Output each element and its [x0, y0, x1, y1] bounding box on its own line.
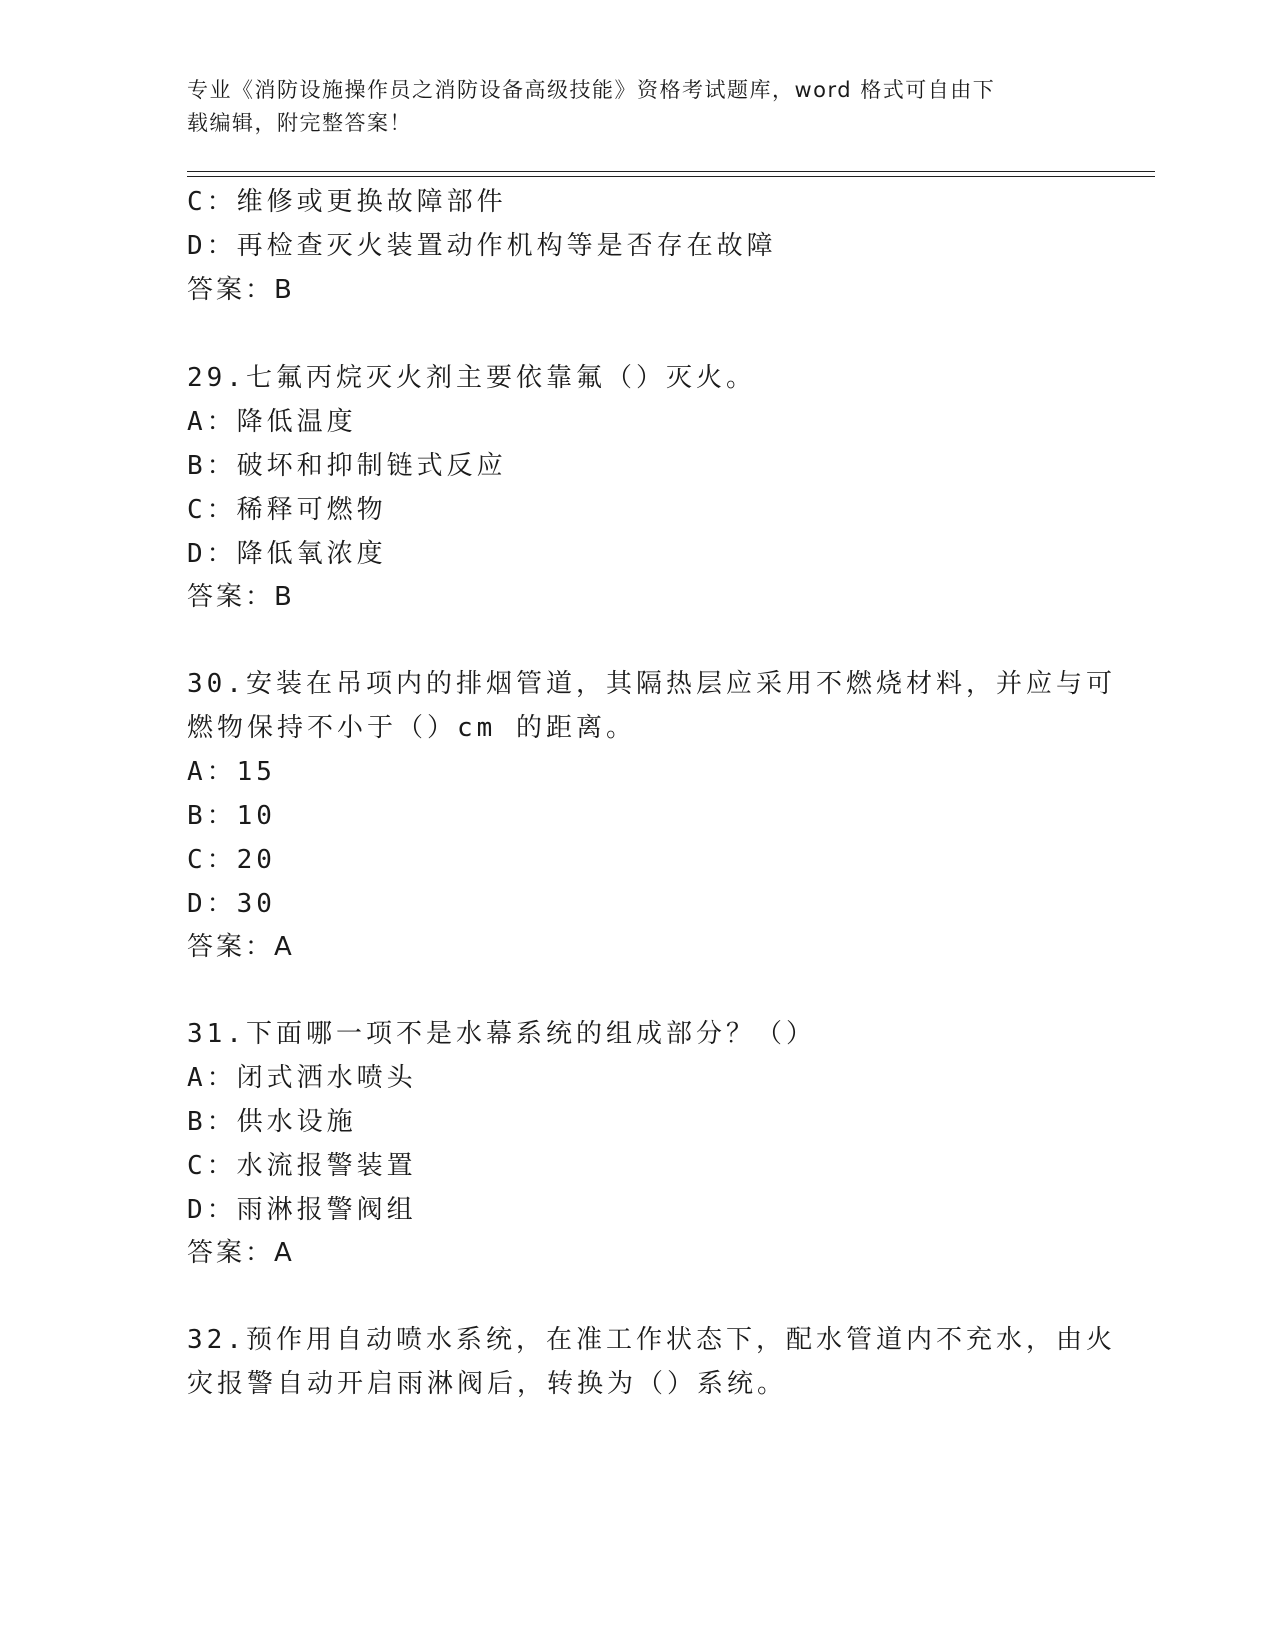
question-29-option-d: D：降低氧浓度: [187, 539, 387, 569]
question-31-stem: 31.下面哪一项不是水幕系统的组成部分？（）: [187, 1019, 816, 1049]
header-rule-bottom: [187, 176, 1155, 177]
question-30-option-b: B：10: [187, 801, 276, 831]
header-rule-top: [187, 171, 1155, 172]
question-29-answer: 答案：B: [187, 582, 295, 612]
question-30-option-d: D：30: [187, 889, 276, 919]
question-31-option-b: B：供水设施: [187, 1107, 357, 1137]
header-line-2: 载编辑，附完整答案！: [187, 111, 412, 135]
question-29-option-a: A：降低温度: [187, 407, 357, 437]
prev-option-d: D：再检查灭火装置动作机构等是否存在故障: [187, 231, 777, 261]
question-29-option-b: B：破坏和抑制链式反应: [187, 451, 507, 481]
question-30-option-a: A：15: [187, 757, 276, 787]
question-32-stem-line-1: 32.预作用自动喷水系统，在准工作状态下，配水管道内不充水，由火: [187, 1325, 1116, 1355]
prev-answer: 答案：B: [187, 275, 295, 305]
question-30-stem-line-2: 燃物保持不小于（）cm 的距离。: [187, 713, 636, 743]
question-31-answer: 答案：A: [187, 1238, 295, 1268]
question-29-option-c: C：稀释可燃物: [187, 495, 387, 525]
header-line-1: 专业《消防设施操作员之消防设备高级技能》资格考试题库，word 格式可自由下: [187, 78, 996, 102]
question-31-option-d: D：雨淋报警阀组: [187, 1195, 417, 1225]
document-header: [187, 74, 1087, 140]
question-30-answer: 答案：A: [187, 932, 295, 962]
question-29-stem: 29.七氟丙烷灭火剂主要依靠氟（）灭火。: [187, 363, 756, 393]
question-30-stem-line-1: 30.安装在吊项内的排烟管道，其隔热层应采用不燃烧材料，并应与可: [187, 669, 1116, 699]
question-30-option-c: C：20: [187, 845, 276, 875]
question-31-option-a: A：闭式洒水喷头: [187, 1063, 417, 1093]
question-31-option-c: C：水流报警装置: [187, 1151, 417, 1181]
question-32-stem-line-2: 灾报警自动开启雨淋阀后，转换为（）系统。: [187, 1369, 788, 1399]
prev-option-c: C：维修或更换故障部件: [187, 187, 507, 217]
